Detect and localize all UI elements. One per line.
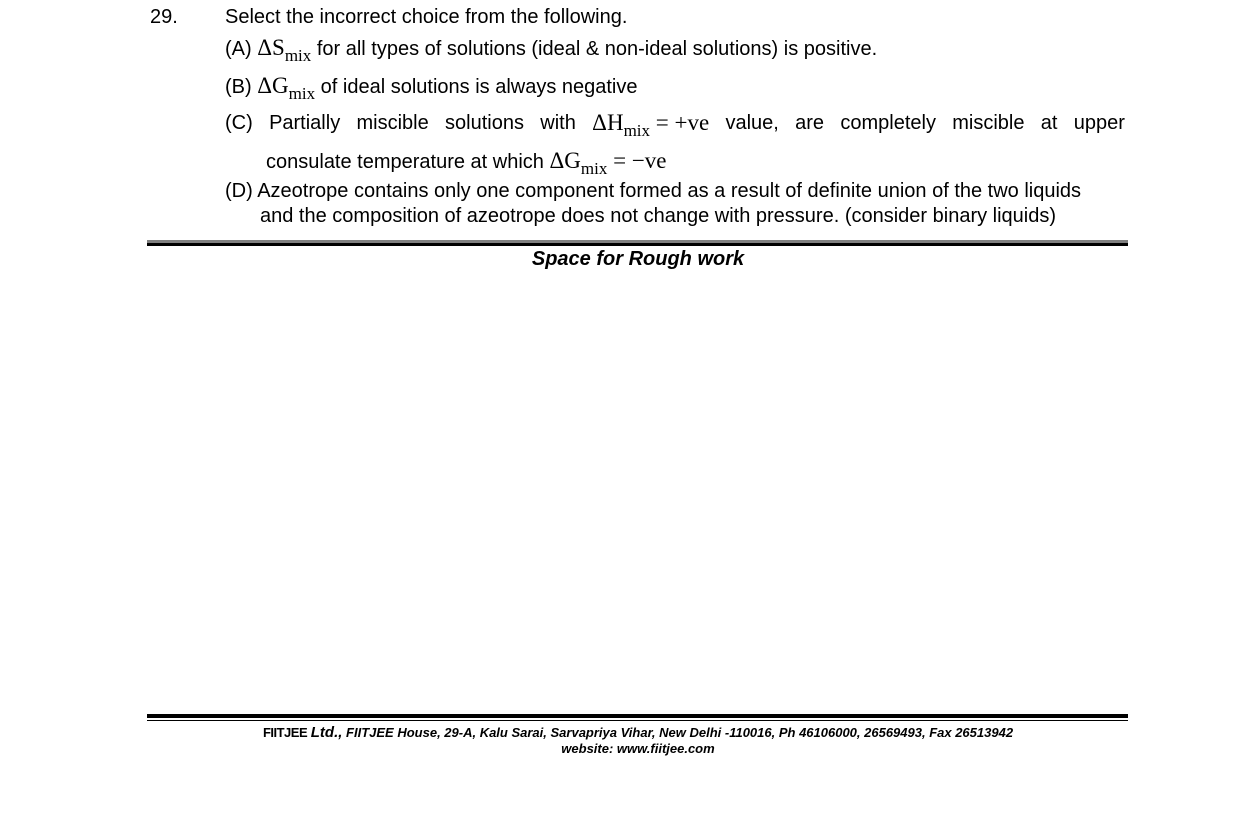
footer-website: website: www.fiitjee.com xyxy=(561,741,715,756)
option-b-label: (B) xyxy=(225,76,252,98)
option-c-word: upper xyxy=(1073,112,1125,134)
divider-footer xyxy=(147,714,1128,718)
option-c-word: solutions xyxy=(445,112,524,134)
option-b xyxy=(225,73,638,103)
option-a-math: $\Delta S_{mix}$ xyxy=(257,35,312,65)
option-c xyxy=(225,110,1125,140)
divider-footer-thin xyxy=(147,720,1128,721)
option-d-line1: Azeotrope contains only one component formed as a result of definite union of the two liquids xyxy=(257,180,1082,202)
option-d-line2: and the composition of azeotrope does not change with pressure. (consider binary liquids) xyxy=(260,205,1057,227)
option-c-label: (C) xyxy=(225,112,253,134)
option-c-word: with xyxy=(540,112,576,134)
question-number: 29. xyxy=(150,6,178,28)
divider-top-dark xyxy=(147,243,1128,246)
option-a-label: (A) xyxy=(225,38,252,60)
rough-work-heading: Space for Rough work xyxy=(531,248,745,270)
option-c-math-enthalpy: $\Delta H_{mix} = +ve$ xyxy=(592,110,710,140)
option-c-line2 xyxy=(266,148,667,178)
option-c-word: at xyxy=(1040,112,1058,134)
option-c-word: miscible xyxy=(356,112,429,134)
option-c-word: are xyxy=(795,112,825,134)
option-d xyxy=(225,178,1125,204)
footer xyxy=(0,725,1238,757)
option-d-label: (D) xyxy=(225,180,253,202)
option-c-word: completely xyxy=(840,112,936,134)
footer-brand: FIITJEE xyxy=(262,725,308,740)
question-text: Select the incorrect choice from the following. xyxy=(225,6,628,28)
footer-address: FIITJEE House, 29-A, Kalu Sarai, Sarvapriya Vihar, New Delhi -110016, Ph 46106000, 26569493, Fax 26513942 xyxy=(346,725,1014,740)
footer-ltd: Ltd., xyxy=(310,724,343,741)
option-b-math: $\Delta G_{mix}$ xyxy=(257,73,316,103)
option-c-word: value, xyxy=(725,112,779,134)
option-c-math-gibbs: $\Delta G_{mix} = -ve$ xyxy=(549,148,667,178)
option-c-word: Partially xyxy=(269,112,341,134)
footer-address-line xyxy=(0,725,1238,741)
option-b-text: of ideal solutions is always negative xyxy=(320,76,638,98)
option-a xyxy=(225,35,878,65)
option-c-line2-text: consulate temperature at which xyxy=(266,151,544,173)
option-c-word: miscible xyxy=(952,112,1025,134)
option-a-text: for all types of solutions (ideal & non-ideal solutions) is positive. xyxy=(316,38,878,60)
